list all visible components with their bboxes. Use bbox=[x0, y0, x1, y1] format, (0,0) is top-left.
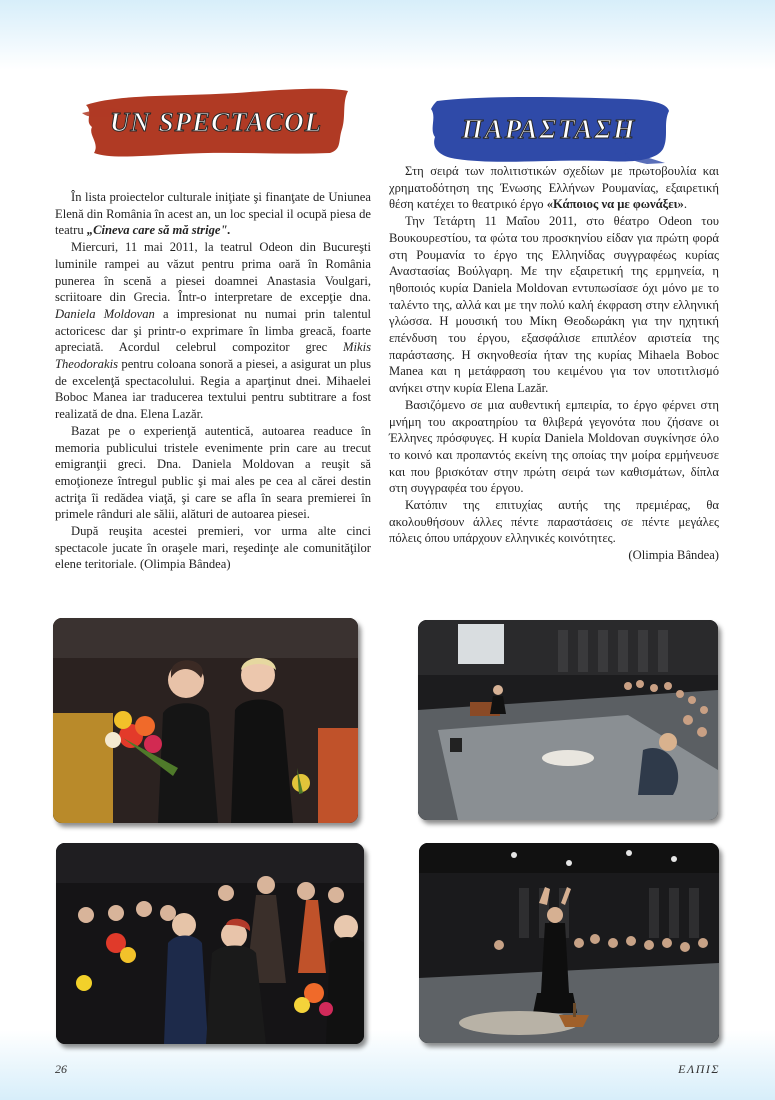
greek-paragraph: Κατόπιν της επιτυχίας αυτής της πρεμιέρας, θα ακολουθήσουν άλλες πέντε παραστάσεις σε πέντε μεγάλες πόλεις όπου υπάρχουν ελληνικές κοινότητες. bbox=[389, 498, 719, 546]
romanian-article bbox=[55, 189, 371, 573]
greek-title: ΠΑΡΑΣΤΑΣΗ bbox=[461, 113, 637, 144]
romanian-paragraph: După reuşita acestei premieri, vor urma alte cinci spectacole jucate în oraşele mari, reşedinţe ale comunităţilor elene teritoriale. (Olimpia Bândea) bbox=[55, 524, 371, 572]
greek-signature: (Olimpia Bândea) bbox=[628, 548, 719, 563]
magazine-name: ΕΛΠΙΣ bbox=[678, 1062, 720, 1076]
title-banner-romanian bbox=[80, 83, 352, 159]
greek-paragraph: Βασιζόμενο σε μια αυθεντική εμπειρία, το έργο φέρνει στη μνήμη του ακροατηρίου τα θλιβερά γεγονότα που ζήσανε οι Έλληνες πρόσφυγες. Η κυρία Daniela Moldovan συγκίνησε όλο το κοινό και προπαντός εκείνη της οποίας την μοίρα ερμήνευσε και που βρισκόταν στην πρώτη σειρά των καθισμάτων, δίπλα στη συγγραφέα του έργου. bbox=[389, 397, 719, 496]
title-banner-greek bbox=[427, 93, 671, 165]
greek-paragraph: Την Τετάρτη 11 Μαΐου 2011, στο θέατρο Odeon του Βουκουρεστίου, τα φώτα του προσκηνίου είδαν για πρώτη φορά στη Ρουμανία το έργο της Ελληνίδας συγγραφέως κυρίας Αναστασίας Βούλγαρη. Με την εξαιρετική της ερμηνεία, η ηθοποιός κυρία Daniela Moldovan εντυπωσίασε όχι μόνο με το ταλέντο της, αλλά και με την πολύ καλή έκφραση στην ελληνική γλώσσα. Η μουσική του Μίκη Θεοδωράκη για την ηχητική επένδυση του έργου, εξασφάλισε επιπλέον αριστεία της παράστασης. Η σκηνοθεσία ήταν της κυρίας Mihaela Boboc Manea και η μετάφραση του κειμένου για τον υποτιτλισμό ανήκει στην κυρία Elena Lazăr. bbox=[389, 214, 719, 396]
romanian-title: UN SPECTACOL bbox=[109, 106, 323, 137]
page-number: 26 bbox=[55, 1062, 67, 1076]
photo-actresses-with-flowers bbox=[53, 618, 358, 823]
romanian-paragraph: Bazat pe o experienţă autentică, autoarea readuce în memoria publicului tristele evenimente prin care au trecut emigranţii greci. Dna. Daniela Moldovan a reuşit să emoţioneze întregul public şi mai ales pe cea al cărei destin actriţa îi redădea viaţă, şi care se afla în seara premierei în primele rânduri ale sălii, alături de autoarea piesei. bbox=[55, 423, 371, 522]
romanian-paragraph: Miercuri, 11 mai 2011, la teatrul Odeon din Bucureşti luminile rampei au văzut pentru prima oară în România punerea în scenă a piesei doamnei Anastasia Voulgari, scriitoare din Grecia. Într-o interpretare de excepţie dna. Daniela Moldovan a impresionat nu numai prin talentul actoricesc dar şi printr-o exprimare în limba greacă, foarte apreciată. Acordul celebrul compozitor grec Mikis Theodorakis pentru coloana sonoră a piesei, a asigurat un plus de excelenţă spectacolului. Regia a aparţinut dnei. Mihaelei Boboc Manea iar traducerea textului pentru subtitrare a fost realizată de dna. Elena Lazăr. bbox=[55, 240, 371, 422]
greek-paragraph: Στη σειρά των πολιτιστικών σχεδίων με πρωτοβουλία και χρηματοδότηση της Ένωσης Ελλήνων Ρουμανίας, εξαιρετική θέση κατέχει το θεατρικό έργο «Κάποιος να με φωνάξει». bbox=[389, 164, 719, 212]
greek-article bbox=[389, 163, 719, 564]
photo-audience-applause bbox=[56, 843, 364, 1044]
romanian-paragraph: În lista proiectelor culturale iniţiate şi finanţate de Uniunea Elenă din România în acest an, un loc special il ocupă piesa de teatru „Cineva care să mă strige". bbox=[55, 190, 371, 238]
photo-theatre-stage bbox=[418, 620, 718, 820]
photo-actress-on-stage bbox=[419, 843, 719, 1043]
